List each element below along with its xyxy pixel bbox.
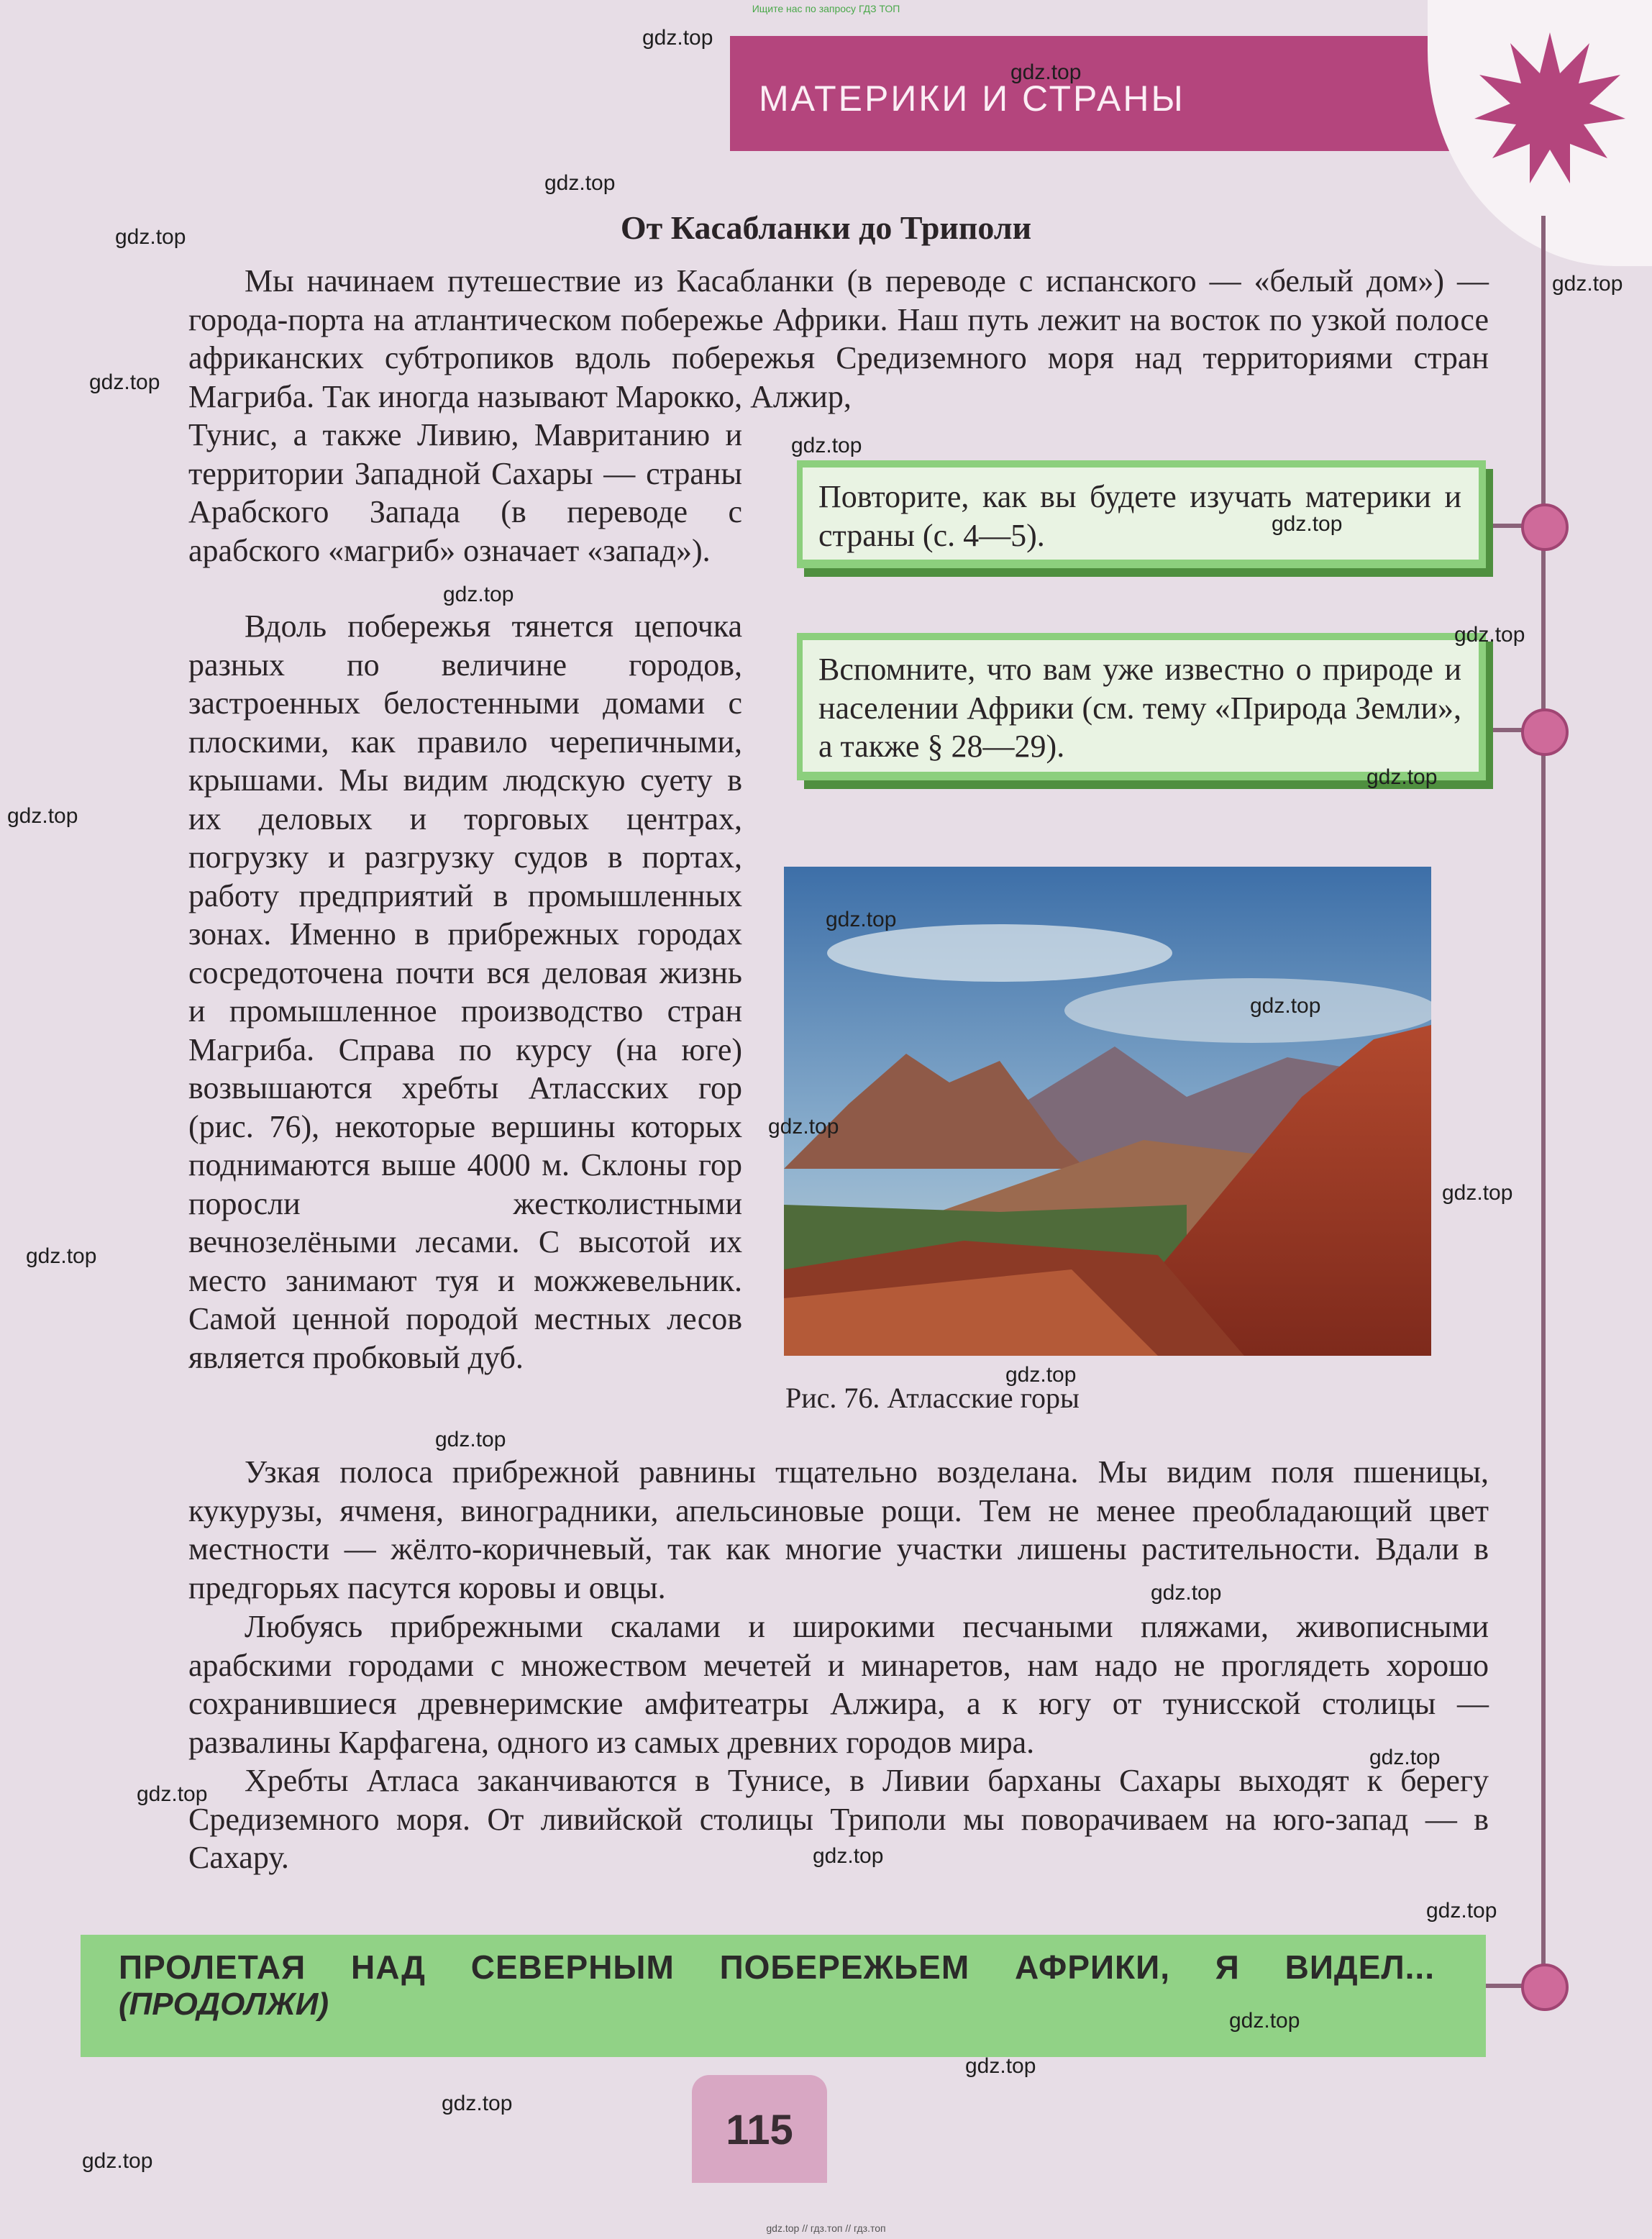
watermark: gdz.top [1366,765,1438,789]
watermark: gdz.top [1151,1581,1222,1605]
paragraph-atlas-end: Хребты Атласа заканчиваются в Тунисе, в Ливии барханы Сахары выходят к берегу Средиземного моря. От ливийской столицы Триполи мы поворачиваем на юго-запад — в Сахару. [188,1763,1489,1875]
recall-box [797,633,1486,780]
watermark: gdz.top [965,2054,1036,2078]
connector-dot [1521,503,1569,551]
watermark: gdz.top [1552,272,1623,296]
watermark: gdz.top [115,225,186,249]
watermark: gdz.top [435,1428,506,1451]
atlas-mountains-photo [784,867,1431,1356]
watermark: gdz.top [1454,623,1525,647]
watermark: gdz.top [1250,994,1321,1018]
header-band [730,36,1449,151]
connector-dot [1521,1964,1569,2011]
watermark: gdz.top [642,26,713,50]
task-strip-title: ПРОЛЕТАЯ НАД СЕВЕРНЫМ ПОБЕРЕЖЬЕМ АФРИКИ, Я ВИДЕЛ... [119,1948,1435,1986]
task-strip-subtitle: (ПРОДОЛЖИ) [119,1987,329,2022]
watermark: gdz.top [443,583,514,606]
watermark: gdz.top [26,1244,97,1268]
watermark: gdz.top [1442,1181,1513,1205]
section-title: От Касабланки до Триполи [620,209,1032,246]
watermark: gdz.top [137,1782,208,1806]
header-title: МАТЕРИКИ И СТРАНЫ [759,78,1185,119]
repeat-box-text: Повторите, как вы будете изучать материки и страны (с. 4—5). [818,479,1461,553]
paragraph-sights: Любуясь прибрежными скалами и широкими песчаными пляжами, живописными арабскими городами с множеством мечетей и минаретов, нам надо не проглядеть хорошо сохранившиеся древнеримские амфитеатры Алжира, а к югу от тунисской столицы — развалины Карфагена, одного из самых древних городов мира. [188,1609,1489,1760]
watermark: gdz.top [442,2092,513,2115]
page-number: 115 [726,2107,793,2153]
connector-dot [1521,708,1569,756]
watermark: gdz.top [1369,1746,1441,1769]
paragraph-coast: Вдоль побережья тянется цепочка разных по величине городов, застроенных белостенными домами с плоскими, как правило черепичными, крышами. Мы видим людскую суету в их деловых и торговых центрах, погрузку и разгрузку судов в портах, работу предприятий в промышленных зонах. Именно в прибрежных городах сосредоточена почти вся деловая жизнь и промышленное производство стран Магриба. Справа по курсу (на юге) возвышаются хребты Атласских гор (рис. 76), некоторые вершины которых поднимаются выше 4000 м. Склоны гор поросли жестколистными вечнозелёными лесами. С высотой их место занимают туя и можжевельник. Самой ценной породой местных лесов является пробковый дуб. [188,608,742,1375]
watermark: gdz.top [1272,512,1343,536]
watermark: gdz.top [1005,1363,1077,1387]
watermark: gdz.top [768,1115,839,1139]
paragraph-intro: Мы начинаем путешествие из Касабланки (в переводе с испанского — «белый дом») — города-порта на атлантическом побережье Африки. Наш путь лежит на восток по узкой полосе африканских субтропиков вдоль побережья Средиземного моря над территориями стран Магриба. Так иногда называют Марокко, Алжир, [188,263,1489,414]
watermark: gdz.top [1010,60,1082,84]
figure-caption: Рис. 76. Атласские горы [785,1382,1080,1414]
watermark: gdz.top [1229,2009,1300,2033]
watermark: gdz.top [82,2149,153,2173]
watermark: gdz.top [544,171,616,195]
paragraph-plain: Узкая полоса прибрежной равнины тщательно возделана. Мы видим поля пшеницы, кукурузы, ячменя, виноградники, апельсиновые рощи. Тем не менее преобладающий цвет местности — жёлто-коричневый, так как многие участки лишены растительности. Вдали в предгорьях пасутся коровы и овцы. [188,1454,1489,1605]
star-icon [1471,29,1629,187]
watermark: gdz.top [813,1844,884,1868]
repeat-box [797,460,1486,568]
bottom-note: gdz.top // гдз.топ // гдз.топ [766,2222,886,2234]
watermark: gdz.top [89,370,160,394]
watermark: gdz.top [1426,1899,1497,1923]
watermark: gdz.top [791,434,862,457]
watermark: gdz.top [7,804,78,828]
vertical-line [1541,216,1546,2007]
recall-box-text: Вспомните, что вам уже известно о природе и населении Африки (см. тему «Природа Земли», а также § 28—29). [818,652,1461,764]
top-note: Ищите нас по запросу ГДЗ ТОП [752,3,900,14]
watermark: gdz.top [826,908,897,931]
paragraph-intro-continued: Тунис, а также Ливию, Мавританию и территории Западной Сахары — страны Арабского Запада (в переводе с арабского «магриб» означает «запад»). [188,417,742,568]
